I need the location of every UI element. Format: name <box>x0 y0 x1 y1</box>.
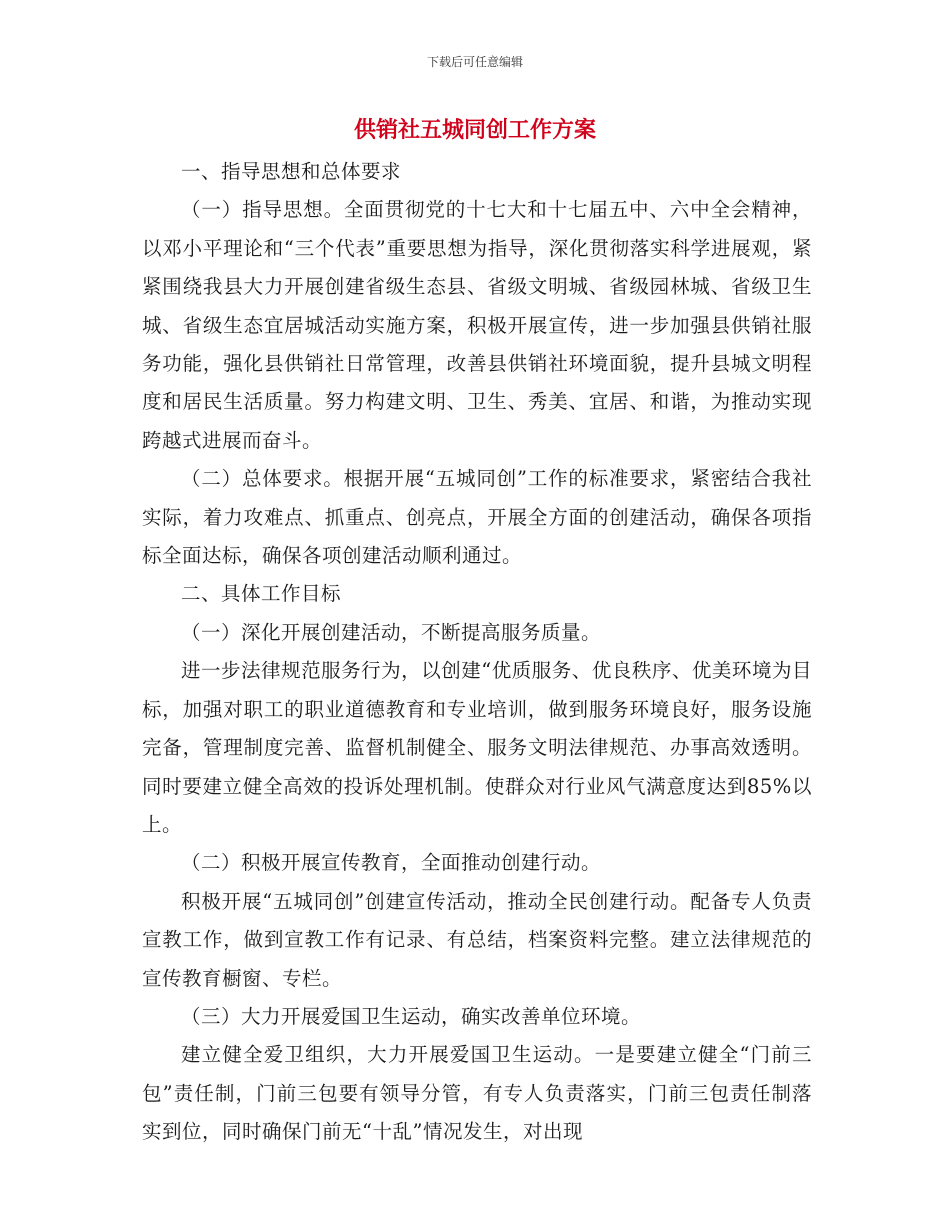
subheading-service-quality: （一）深化开展创建活动，不断提高服务质量。 <box>181 620 602 644</box>
paragraph-publicity: 积极开展“五城同创”创建宣传活动，推动全民创建行动。配备专人负责宣教工作，做到宣教工作有记录、有总结，档案资料完整。建立法律规范的宣传教育橱窗、专栏。 <box>142 889 812 990</box>
page-header-note: 下载后可任意编辑 <box>426 55 523 69</box>
paragraph-guiding-thought: （一）指导思想。全面贯彻党的十七大和十七届五中、六中全会精神，以邓小平理论和“三个代表”重要思想为指导，深化贯彻落实科学进展观，紧紧围绕我县大力开展创建省级生态县、省级文明城、省级园林城、省级卫生城、省级生态宜居城活动实施方案，积极开展宣传，进一步加强县供销社服务功能，强化县供销社日常管理，改善县供销社环境面貌，提升县城文明程度和居民生活质量。努力构建文明、卫生、秀美、宜居、和谐，为推动实现跨越式进展而奋斗。 <box>142 198 812 452</box>
document-title: 供销社五城同创工作方案 <box>353 118 596 143</box>
section-heading-2: 二、具体工作目标 <box>181 582 342 606</box>
paragraph-hygiene: 建立健全爱卫组织，大力开展爱国卫生运动。一是要建立健全“门前三包”责任制，门前三包要有领导分管，有专人负责落实，门前三包责任制落实到位，同时确保门前无“十乱”情况发生，对出现 <box>142 1043 812 1144</box>
paragraph-service-quality: 进一步法律规范服务行为，以创建“优质服务、优良秩序、优美环境为目标，加强对职工的职业道德教育和专业培训，做到服务环境良好，服务设施完备，管理制度完善、监督机制健全、服务文明法律规范、办事高效透明。同时要建立健全高效的投诉处理机制。使群众对行业风气满意度达到85%以上。 <box>142 659 812 836</box>
subheading-publicity: （二）积极开展宣传教育，全面推动创建行动。 <box>181 851 602 875</box>
section-heading-1: 一、指导思想和总体要求 <box>181 160 402 183</box>
paragraph-overall-requirements: （二）总体要求。根据开展“五城同创”工作的标准要求，紧密结合我社实际，着力攻难点、抓重点、创亮点，开展全方面的创建活动，确保各项指标全面达标，确保各项创建活动顺利通过。 <box>142 467 812 568</box>
document-body <box>142 153 812 1152</box>
subheading-hygiene: （三）大力开展爱国卫生运动，确实改善单位环境。 <box>181 1004 642 1028</box>
